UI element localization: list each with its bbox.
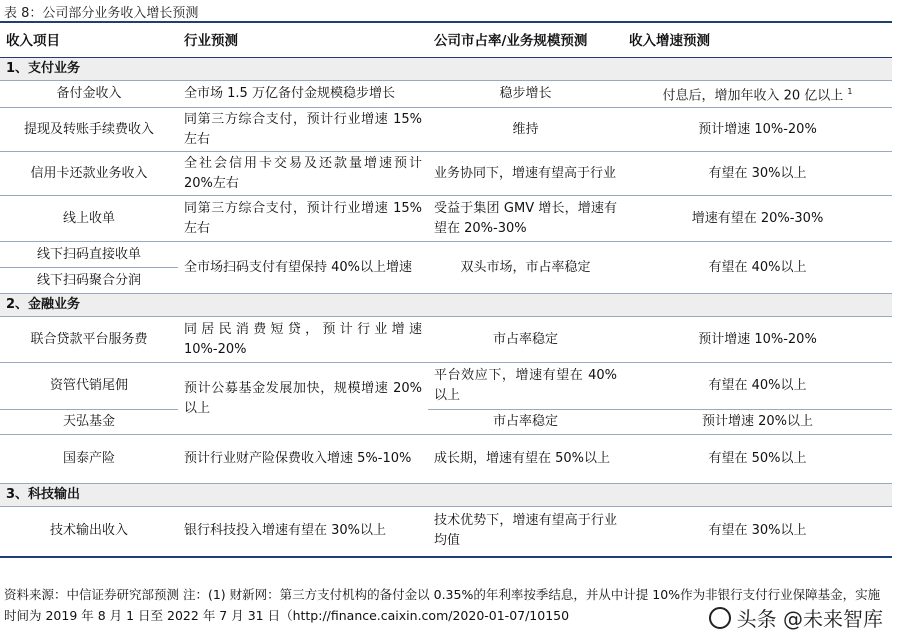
row-share: 市占率稳定 [428, 410, 623, 435]
row-industry: 同居民消费短贷，预计行业增速 10%-20% [178, 317, 428, 363]
watermark-text: 头条 @未来智库 [736, 607, 883, 631]
row-share: 市占率稳定 [428, 317, 623, 363]
row-item: 国泰产险 [0, 435, 178, 484]
row-industry: 同第三方综合支付，预计行业增速 15%左右 [178, 108, 428, 152]
row-industry: 预计公募基金发展加快，规模增速 20%以上 [178, 363, 428, 435]
header-item: 收入项目 [0, 24, 178, 58]
row-growth: 增速有望在 20%-30% [623, 196, 892, 242]
row-growth: 有望在 30%以上 [623, 152, 892, 196]
caption-rule [0, 21, 892, 23]
row-share: 成长期，增速有望在 50%以上 [428, 435, 623, 484]
table-row [0, 410, 892, 435]
row-share: 技术优势下，增速有望高于行业均值 [428, 507, 623, 557]
row-growth: 预计增速 20%以上 [623, 410, 892, 435]
table-row [0, 363, 892, 410]
row-industry: 同第三方综合支付，预计行业增速 15%左右 [178, 196, 428, 242]
row-item: 线下扫码直接收单 [0, 242, 178, 268]
source-footnote: 资料来源：中信证券研究部预测 注：(1) 财新网：第三方支付机构的备付金以 0.35%的年利率按季结息，并从中计提 10%作为非银行支付行业保障基金，实施时间为 2019 年 8 月 1 日至 2022 年 7 月 31 日（http://finance.caixin.com/2020-01-07/10150 [4, 587, 881, 623]
row-item: 线下扫码聚合分润 [0, 268, 178, 294]
row-industry: 全市场 1.5 万亿备付金规模稳步增长 [178, 81, 428, 108]
forecast-table [0, 24, 892, 558]
row-share: 业务协同下，增速有望高于行业 [428, 152, 623, 196]
table-row [0, 81, 892, 108]
row-item: 备付金收入 [0, 81, 178, 108]
row-growth: 付息后，增加年收入 20 亿以上 $^1$ [623, 81, 892, 108]
row-share: 双头市场，市占率稳定 [428, 242, 623, 294]
row-share: 稳步增长 [428, 81, 623, 108]
row-item: 技术输出收入 [0, 507, 178, 557]
section-row-tech [0, 484, 892, 507]
table-row [0, 507, 892, 557]
header-share: 公司市占率/业务规模预测 [428, 24, 623, 58]
row-industry: 预计行业财产险保费收入增速 5%-10% [178, 435, 428, 484]
row-share: 受益于集团 GMV 增长，增速有望在 20%-30% [428, 196, 623, 242]
row-item: 信用卡还款业务收入 [0, 152, 178, 196]
table-caption: 表 8：公司部分业务收入增长预测 [4, 6, 199, 21]
table-row [0, 435, 892, 484]
watermark [705, 603, 887, 632]
row-share: 平台效应下，增速有望在 40%以上 [428, 363, 623, 410]
row-item: 天弘基金 [0, 410, 178, 435]
table-row [0, 242, 892, 268]
row-growth: 预计增速 10%-20% [623, 317, 892, 363]
row-item: 线上收单 [0, 196, 178, 242]
row-growth: 预计增速 10%-20% [623, 108, 892, 152]
section-title: 1、支付业务 [0, 58, 892, 81]
section-title: 2、金融业务 [0, 294, 892, 317]
row-item: 提现及转账手续费收入 [0, 108, 178, 152]
watermark-logo-icon [709, 607, 731, 629]
row-share: 维持 [428, 108, 623, 152]
section-row-finance [0, 294, 892, 317]
row-item: 联合贷款平台服务费 [0, 317, 178, 363]
section-title: 3、科技输出 [0, 484, 892, 507]
section-row-payment [0, 58, 892, 81]
row-growth: 有望在 40%以上 [623, 242, 892, 294]
table-row [0, 152, 892, 196]
table-header-row [0, 24, 892, 58]
header-industry: 行业预测 [178, 24, 428, 58]
row-growth: 有望在 40%以上 [623, 363, 892, 410]
row-item: 资管代销尾佣 [0, 363, 178, 410]
row-growth: 有望在 50%以上 [623, 435, 892, 484]
row-industry: 银行科技投入增速有望在 30%以上 [178, 507, 428, 557]
row-growth: 有望在 30%以上 [623, 507, 892, 557]
row-industry: 全社会信用卡交易及还款量增速预计 20%左右 [178, 152, 428, 196]
header-growth: 收入增速预测 [623, 24, 892, 58]
row-industry: 全市场扫码支付有望保持 40%以上增速 [178, 242, 428, 294]
table-row [0, 196, 892, 242]
table-row [0, 317, 892, 363]
table-row [0, 108, 892, 152]
